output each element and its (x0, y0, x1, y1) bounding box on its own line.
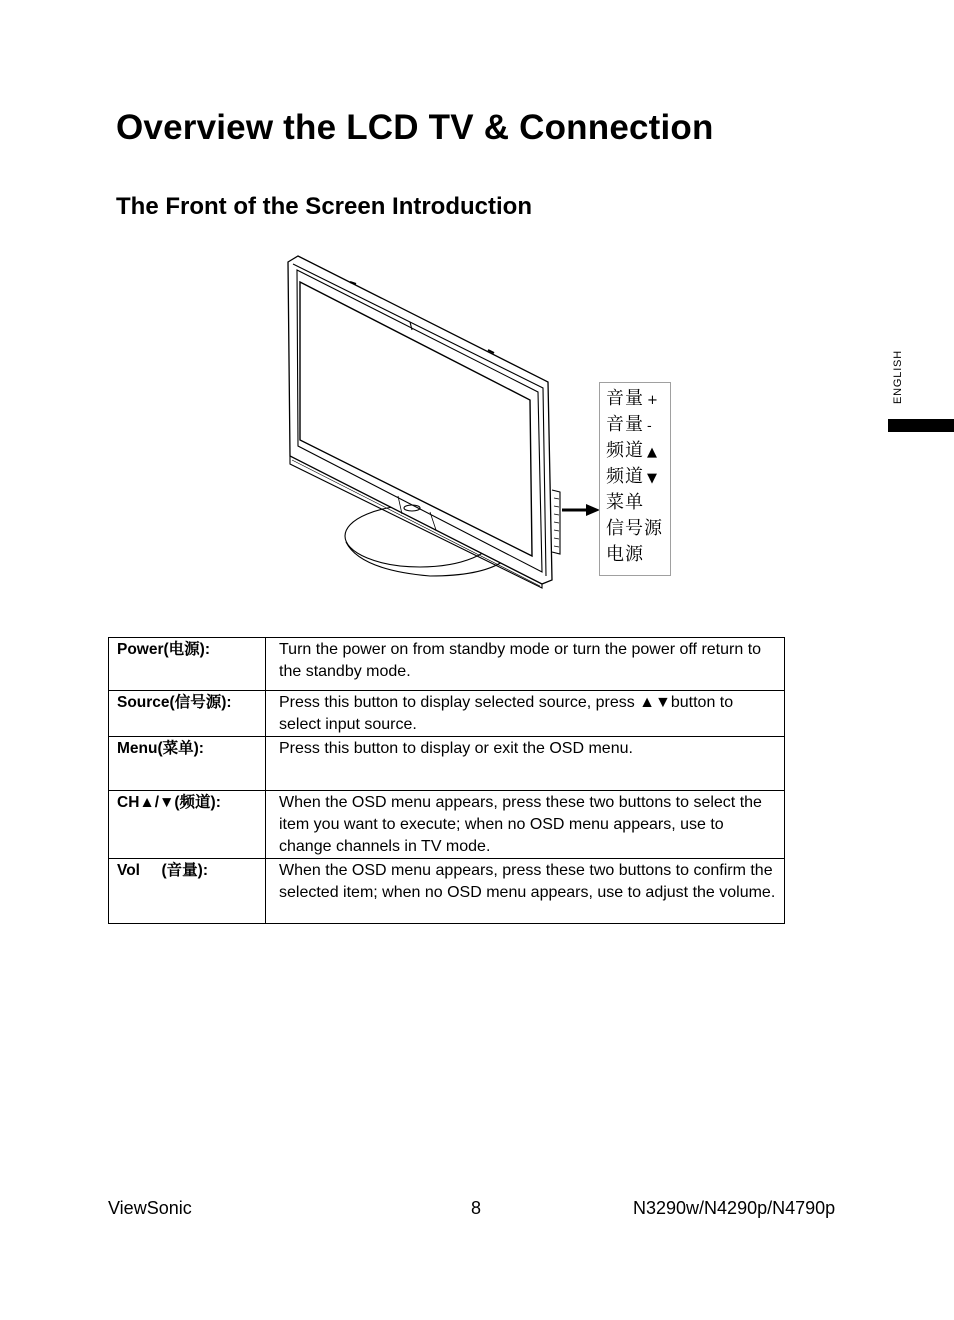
label-volume-up: 音量 + (606, 388, 659, 409)
footer-page-number: 8 (471, 1198, 482, 1218)
button-name-cell: Vol (音量): (109, 859, 266, 924)
label-menu: 菜单 (606, 492, 644, 513)
table-row (109, 691, 785, 737)
label-source: 信号源 (606, 518, 663, 539)
button-description-table (108, 637, 785, 924)
table-row (109, 859, 785, 924)
button-name-cell: Source(信号源): (109, 691, 266, 737)
language-tab-label: ENGLISH (892, 350, 904, 404)
button-name-cell: Power(电源): (109, 638, 266, 691)
page-title: Overview the LCD TV & Connection (116, 108, 714, 147)
button-description-cell: Turn the power on from standby mode or turn the power off return to the standby mode. (266, 638, 785, 691)
button-description-cell: Press this button to display selected source, press ▲▼button to select input source. (266, 691, 785, 737)
button-description-cell: Press this button to display or exit the OSD menu. (266, 737, 785, 791)
label-channel-up: 频道 ▲ (606, 440, 658, 461)
button-name-cell: Menu(菜单): (109, 737, 266, 791)
button-name-cell: CH▲/▼(频道): (109, 791, 266, 859)
table-row (109, 737, 785, 791)
button-description-cell: When the OSD menu appears, press these two buttons to select the item you want to execute; when no OSD menu appears, use to change channels in TV mode. (266, 791, 785, 859)
label-volume-down: 音量 - (606, 414, 653, 435)
language-tab-bar (888, 419, 954, 432)
side-button-label-box (599, 382, 671, 576)
table-row (109, 638, 785, 691)
button-description-cell: When the OSD menu appears, press these two buttons to confirm the selected item; when no OSD menu appears, use to adjust the volume. (266, 859, 785, 924)
section-title: The Front of the Screen Introduction (116, 193, 532, 220)
label-power: 电源 (606, 544, 644, 565)
footer-model-numbers: N3290w/N4290p/N4790p (633, 1198, 836, 1218)
footer-brand: ViewSonic (108, 1198, 192, 1218)
label-channel-down: 频道 ▼ (606, 466, 658, 487)
tv-front-illustration (280, 250, 570, 590)
arrow-right-icon (562, 503, 600, 517)
table-row (109, 791, 785, 859)
